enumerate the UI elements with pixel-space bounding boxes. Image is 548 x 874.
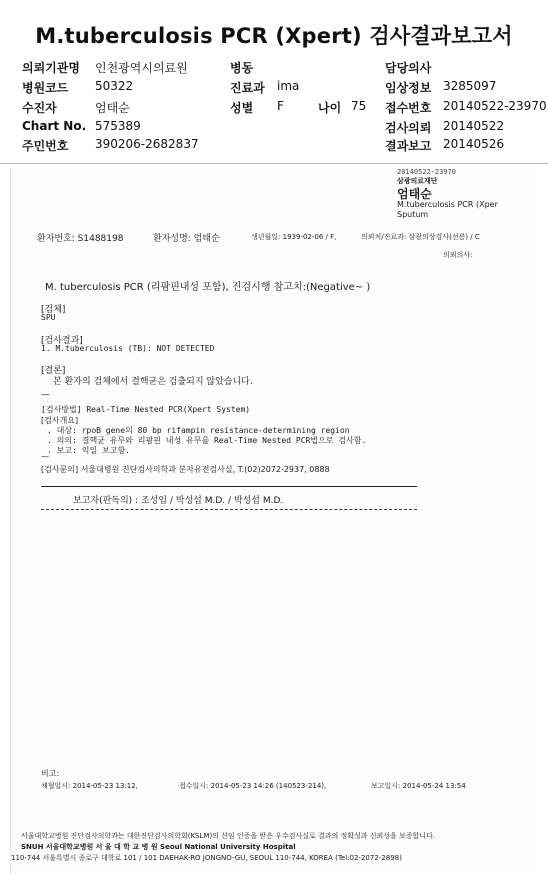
doctor-label: 담당의사	[385, 61, 432, 75]
clinical-label: 임상정보	[385, 81, 432, 95]
reported-time: 보고일시: 2014-05-24 13:54	[371, 782, 466, 790]
overview-target: . 대상: rpoB gene의 80 bp rifampin resistance-determining region	[47, 426, 350, 435]
dept-value: ima	[277, 79, 300, 93]
sex-label: 성별	[230, 101, 254, 115]
reporter-rule-top	[41, 486, 417, 487]
patient-dept: 의뢰처/진료과: 삼광의상검사(선릉) / C	[361, 233, 480, 241]
clinical-value: 3285097	[443, 79, 497, 93]
accepted-time: 접수일시: 2014-05-23 14:26 (140523-214),	[179, 782, 327, 790]
test-title: M. tuberculosis PCR (리팜핀내성 포함), 진검시행 참고치:(Negative~ )	[45, 282, 371, 293]
report-title: M.tuberculosis PCR (Xpert) 검사결과보고서	[35, 24, 513, 48]
footer-certification: 서울대학교병원 진단검사의학과는 대한진단검사의학회(KSLM)의 신임 인증을 받은 우수검사실로 결과의 정확성과 신뢰성을 보증합니다.	[21, 832, 436, 840]
result-value: 1. M.tuberculosis (TB): NOT DETECTED	[41, 344, 215, 353]
receipt-value: 20140522-23970	[443, 99, 547, 113]
chart-value: 575389	[95, 119, 141, 133]
note-label: 비고:	[41, 769, 60, 778]
sticker-org: 삼광의료재단	[397, 177, 438, 185]
age-value: 75	[351, 99, 367, 113]
rrn-value: 390206-2682837	[95, 137, 199, 151]
sticker-receipt: 20140522-23970	[397, 168, 457, 176]
collected-time: 채혈일시: 2014-05-23 13:12,	[41, 782, 138, 790]
specimen-header: [검체]	[41, 305, 66, 315]
sticker-name: 엄태순	[397, 187, 432, 201]
reporter-line: 보고자(판독의) : 조성임 / 박성섭 M.D. / 박성섭 M.D.	[73, 496, 284, 506]
conclusion-header: [결론]	[41, 366, 66, 376]
ward-label: 병동	[230, 61, 254, 75]
footer-address: 110-744 서울특별시 종로구 대학로 101 / 101 DAEHAK-RO JONGNO-GU, SEOUL 110-744, KOREA (Tel:02-2072-2898)	[11, 854, 402, 862]
age-label: 나이	[318, 101, 342, 115]
reporter-rule-bottom	[41, 509, 417, 510]
method-line: [검사방법] Real-Time Nested PCR(Xpert System)	[41, 405, 251, 414]
overview-report: . 보고: 익일 보고함.	[47, 446, 130, 455]
scanned-report	[10, 168, 537, 874]
patient-dob: 생년월일: 1939-02-06 / F,	[251, 233, 337, 241]
patient-value: 엄태순	[95, 101, 130, 115]
hosp-code-value: 50322	[95, 79, 134, 93]
sex-value: F	[277, 99, 284, 113]
hospital-label: 의뢰기관명	[22, 61, 80, 75]
overview-header: [검사개요]	[41, 416, 79, 425]
hosp-code-label: 병원코드	[22, 81, 69, 95]
receipt-label: 접수번호	[385, 101, 432, 115]
hospital-value: 인천광역시의료원	[95, 61, 188, 75]
patient-name: 환자성명: 엄태순	[153, 234, 220, 244]
patient-id: 환자번호: S1488198	[37, 234, 124, 244]
request-value: 20140522	[443, 119, 505, 133]
dash-mark-2: —	[41, 452, 49, 461]
result-header: [검사결과]	[41, 336, 83, 346]
result-label: 결과보고	[385, 139, 432, 153]
sticker-test: M.tuberculosis PCR (Xper	[397, 200, 498, 209]
request-label: 검사의뢰	[385, 121, 432, 135]
result-value: 20140526	[443, 137, 505, 151]
dash-mark: —	[41, 390, 50, 400]
requesting-doctor: 의뢰의사:	[443, 251, 473, 259]
dept-label: 진료과	[230, 81, 265, 95]
patient-label: 수진자	[22, 101, 57, 115]
footer-hospital: SNUH 서울대학교병원 서 울 대 학 교 병 원 Seoul National University Hospital	[21, 843, 296, 851]
conclusion-value: 본 환자의 검체에서 결핵균은 검출되지 않았습니다.	[53, 377, 253, 387]
sticker-specimen: Sputum	[397, 210, 429, 219]
rrn-label: 주민번호	[22, 139, 69, 153]
header-divider	[0, 163, 548, 164]
chart-label: Chart No.	[22, 119, 87, 133]
specimen-value: SPU	[41, 313, 56, 322]
inquiry-line: [검사문의] 서울대병원 진단검사의학과 분자유전검사실, T.(02)2072-2937, 0888	[41, 465, 330, 474]
overview-significance: . 의의: 결핵균 유무와 리팜핀 내성 유무를 Real-Time Nested PCR법으로 검사함.	[47, 436, 367, 445]
